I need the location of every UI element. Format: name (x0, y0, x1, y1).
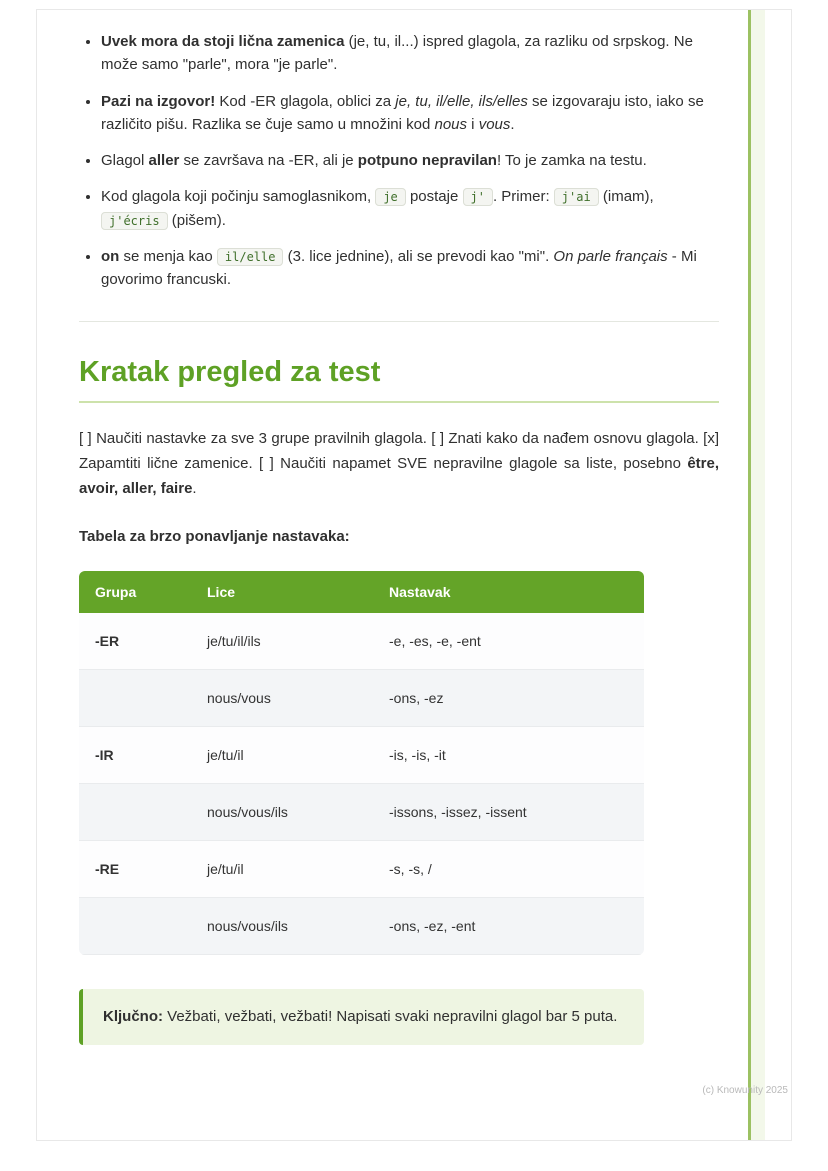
checklist-paragraph (79, 427, 719, 501)
table-cell-nastavak: -issons, -issez, -issent (373, 784, 644, 841)
text-segment: se menja kao (119, 247, 217, 265)
table-cell-lice: je/tu/il/ils (191, 613, 373, 670)
table-cell-lice: nous/vous/ils (191, 784, 373, 841)
table-cell-lice: nous/vous/ils (191, 898, 373, 955)
table-cell-nastavak: -is, -is, -it (373, 727, 644, 784)
text-segment: i (467, 115, 479, 133)
table-cell-lice: nous/vous (191, 670, 373, 727)
text-segment: - Mi govorimo francuski. (101, 247, 697, 288)
text-segment: (pišem). (167, 211, 226, 229)
list-item (101, 149, 719, 172)
table-header-row (79, 571, 644, 613)
table-row (79, 784, 644, 841)
table-body (79, 613, 644, 955)
text-segment: Kod glagola koji počinju samoglasnikom, (101, 188, 376, 206)
inline-code: j'écris (101, 212, 168, 230)
table-row (79, 841, 644, 898)
table-cell-grupa (79, 670, 191, 727)
bold-text: être, avoir, aller, faire (79, 455, 719, 497)
bold-text: aller (148, 152, 180, 169)
table-cell-grupa: -ER (79, 613, 191, 670)
list-item (101, 245, 719, 292)
table-label: Tabela za brzo ponavljanje nastavaka: (79, 527, 350, 545)
table-cell-nastavak: -e, -es, -e, -ent (373, 613, 644, 670)
text-segment: Glagol (101, 152, 149, 169)
table-cell-nastavak: -ons, -ez (373, 670, 644, 727)
bold-text: Uvek mora da stoji lična zamenica (101, 33, 345, 50)
section-divider (79, 321, 719, 322)
italic-text: nous (434, 115, 468, 133)
callout-label: Ključno: (103, 1007, 163, 1025)
inline-code: j'ai (554, 188, 599, 206)
bold-text: Pazi na izgovor! (101, 92, 216, 110)
table-cell-grupa: -RE (79, 841, 191, 898)
copyright-footer: (c) Knowunity 2025 (702, 1085, 788, 1096)
text-segment: . (510, 115, 515, 133)
text-segment: (je, tu, il...) ispred glagola, za razliku od srpskog. Ne može samo "parle", mora "je parle". (101, 33, 693, 74)
table-row (79, 727, 644, 784)
table-cell-nastavak: -ons, -ez, -ent (373, 898, 644, 955)
list-item (101, 185, 719, 232)
text-segment: (imam), (598, 188, 654, 206)
text-segment: Kod -ER glagola, oblici za (215, 92, 396, 110)
table-cell-grupa (79, 898, 191, 955)
table-cell-grupa: -IR (79, 727, 191, 784)
list-item (101, 90, 719, 137)
table-cell-lice: je/tu/il (191, 841, 373, 898)
column-header-nastavak: Nastavak (373, 571, 644, 613)
inline-code: il/elle (217, 248, 284, 266)
conjugation-table (79, 571, 644, 955)
callout-text: Vežbati, vežbati, vežbati! Napisati svaki nepravilni glagol bar 5 puta. (163, 1007, 618, 1025)
document-page (36, 9, 792, 1141)
table-row (79, 670, 644, 727)
text-segment: se završava na -ER, ali je (179, 152, 358, 169)
text-segment: ! To je zamka na testu. (496, 152, 647, 169)
text-segment: postaje (405, 188, 463, 206)
key-callout (79, 989, 644, 1045)
section-heading: Kratak pregled za test (79, 356, 719, 403)
table-cell-grupa (79, 784, 191, 841)
table-cell-lice: je/tu/il (191, 727, 373, 784)
document-content (37, 10, 791, 1085)
bold-text: potpuno nepravilan (357, 152, 497, 169)
column-header-lice: Lice (191, 571, 373, 613)
list-item (101, 30, 719, 77)
italic-text: vous (478, 115, 511, 133)
inline-code: je (375, 188, 405, 206)
inline-code: j' (463, 188, 493, 206)
notes-list (79, 30, 719, 291)
text-segment: [ ] Naučiti nastavke za sve 3 grupe pravilnih glagola. [ ] Znati kako da nađem osnovu glagola. [x] Zapamtiti lične zamenice. [ ] Naučiti napamet SVE nepravilne glagole sa liste, posebno (79, 430, 719, 472)
table-row (79, 898, 644, 955)
bold-text: on (101, 247, 120, 265)
table-cell-nastavak: -s, -s, / (373, 841, 644, 898)
text-segment: . (192, 479, 197, 497)
italic-text: On parle français (553, 247, 668, 265)
text-segment: . Primer: (492, 188, 554, 206)
text-segment: (3. lice jednine), ali se prevodi kao "mi". (283, 247, 554, 265)
table-row (79, 613, 644, 670)
text-segment: se izgovaraju isto, iako se različito pišu. Razlika se čuje samo u množini kod (101, 92, 704, 133)
italic-text: je, tu, il/elle, ils/elles (395, 92, 528, 110)
column-header-grupa: Grupa (79, 571, 191, 613)
